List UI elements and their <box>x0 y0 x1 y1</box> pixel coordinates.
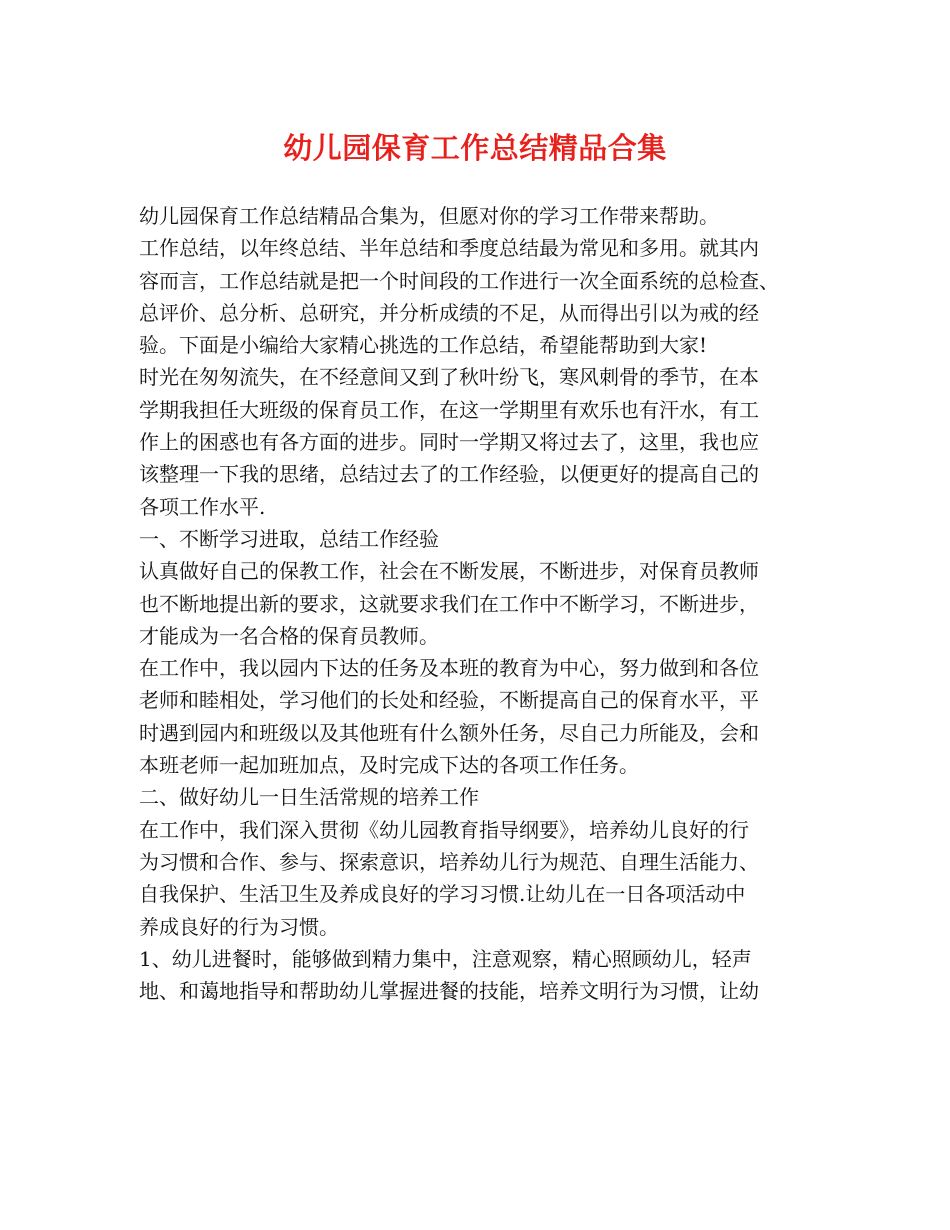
text-line: 老师和睦相处，学习他们的长处和经验，不断提高自己的保育水平，平 <box>139 688 759 713</box>
text-line: 容而言，工作总结就是把一个时间段的工作进行一次全面系统的总检查、 <box>139 268 779 293</box>
text-line: 在工作中，我们深入贯彻《幼儿园教育指导纲要》，培养幼儿良好的行 <box>139 817 749 842</box>
text-line: 该整理一下我的思绪，总结过去了的工作经验，以便更好的提高自己的 <box>139 462 759 487</box>
text-line: 认真做好自己的保教工作，社会在不断发展，不断进步，对保育员教师 <box>139 559 759 584</box>
text-line: 总评价、总分析、总研究，并分析成绩的不足，从而得出引以为戒的经 <box>139 300 759 325</box>
text-line: 验。下面是小编给大家精心挑选的工作总结，希望能帮助到大家! <box>139 333 708 358</box>
text-line: 工作总结，以年终总结、半年总结和季度总结最为常见和多用。就其内 <box>139 236 759 261</box>
text-line: 为习惯和合作、参与、探索意识，培养幼儿行为规范、自理生活能力、 <box>139 849 759 874</box>
text-line: 各项工作水平. <box>139 494 266 519</box>
text-line: 幼儿园保育工作总结精品合集为，但愿对你的学习工作带来帮助。 <box>139 204 719 228</box>
text-line: 自我保护、生活卫生及养成良好的学习习惯.让幼儿在一日各项活动中 <box>139 882 746 907</box>
text-line: 时光在匆匆流失，在不经意间又到了秋叶纷飞，寒风刺骨的季节，在本 <box>139 365 759 390</box>
text-line: 作上的困惑也有各方面的进步。同时一学期又将过去了，这里，我也应 <box>139 430 759 455</box>
text-line: 时遇到园内和班级以及其他班有什么额外任务，尽自己力所能及，会和 <box>139 720 759 745</box>
document-body <box>139 200 829 1007</box>
text-line: 本班老师一起加班加点，及时完成下达的各项工作任务。 <box>139 753 639 778</box>
text-line: 地、和蔼地指导和帮助幼儿掌握进餐的技能，培养文明行为习惯，让幼 <box>139 979 759 1004</box>
text-line: 学期我担任大班级的保育员工作，在这一学期里有欢乐也有汗水，有工 <box>139 397 759 422</box>
text-line: 一、不断学习进取，总结工作经验 <box>139 526 439 551</box>
text-line: 二、做好幼儿一日生活常规的培养工作 <box>139 785 479 810</box>
text-line: 才能成为一名合格的保育员教师。 <box>139 623 439 648</box>
document-title: 幼儿园保育工作总结精品合集 <box>283 131 667 165</box>
text-line: 1、幼儿进餐时，能够做到精力集中，注意观察，精心照顾幼儿，轻声 <box>139 946 752 971</box>
text-line: 也不断地提出新的要求，这就要求我们在工作中不断学习，不断进步， <box>139 591 759 616</box>
text-line: 在工作中，我以园内下达的任务及本班的教育为中心，努力做到和各位 <box>139 656 759 681</box>
text-line: 养成良好的行为习惯。 <box>139 914 339 939</box>
